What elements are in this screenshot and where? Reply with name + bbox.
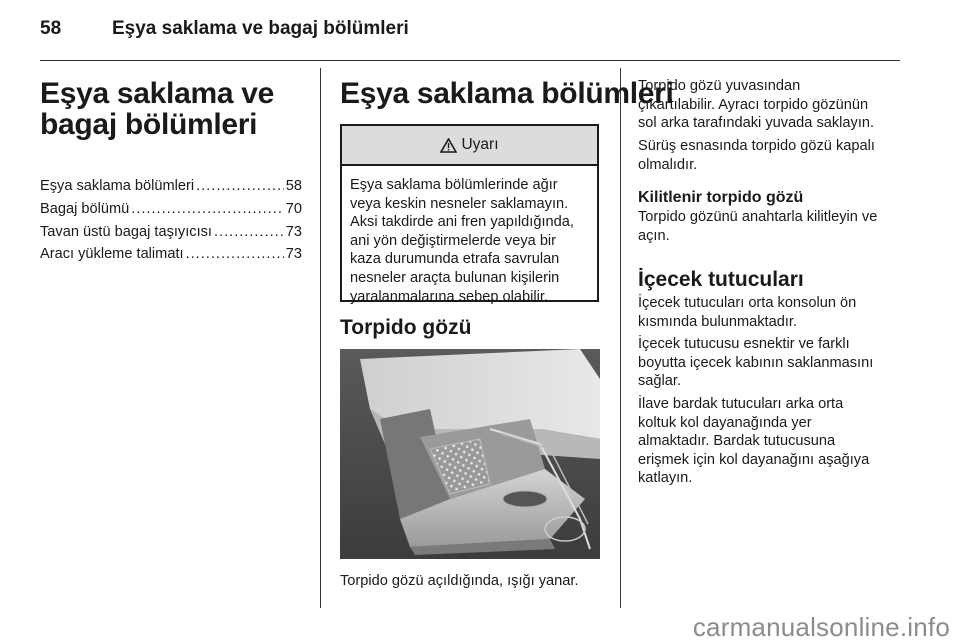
- toc-entry[interactable]: [40, 246, 302, 269]
- text-line: koltuk kol dayanağında yer: [638, 414, 812, 431]
- chapter-header-title: Eşya saklama ve bagaj bölümleri: [112, 18, 409, 39]
- text-line: katlayın.: [638, 470, 693, 487]
- warning-header: [342, 126, 597, 166]
- text-line: olmalıdır.: [638, 156, 698, 173]
- toc-leader-dots: [131, 201, 284, 217]
- warning-box: [340, 124, 599, 305]
- photo-caption: Torpido gözü açıldığında, ışığı yanar.: [340, 573, 579, 589]
- page-number: 58: [40, 18, 62, 39]
- glovebox-removal-text: [638, 77, 900, 133]
- toc-entry-page: 73: [285, 246, 302, 263]
- watermark: carmanualsonline.info: [692, 612, 950, 642]
- text-line: sol arka tarafındaki yuvada saklayın.: [638, 115, 875, 132]
- glovebox-illustration: [340, 349, 600, 559]
- warning-line: Aksi takdirde ani fren yapıldığında,: [350, 214, 574, 231]
- text-line: İçecek tutucuları orta konsolun ön: [638, 295, 857, 311]
- text-line: erişmek için kol dayanağını aşağıya: [638, 451, 870, 468]
- header-rule: [40, 60, 900, 61]
- warning-line: Eşya saklama bölümlerinde ağır: [350, 177, 558, 193]
- driving-closed-text: [638, 137, 900, 174]
- section-title: Eşya saklama bölümleri: [340, 77, 674, 110]
- warning-heading: Uyarı: [461, 136, 499, 153]
- toc-entry-label: Aracı yükleme talimatı: [40, 246, 184, 263]
- text-line: boyutta içecek kabının saklanmasını: [638, 354, 874, 371]
- toc-entry[interactable]: [40, 201, 302, 224]
- glovebox-heading: Torpido gözü: [340, 316, 472, 339]
- warning-triangle-icon: [440, 138, 457, 153]
- warning-text: [342, 166, 597, 306]
- column-divider-1: [320, 68, 321, 608]
- cupholders-heading: İçecek tutucuları: [638, 268, 804, 291]
- cupholders-location-text: [638, 294, 900, 331]
- text-line: kısmında bulunmaktadır.: [638, 313, 797, 330]
- glovebox-photo: [340, 349, 600, 559]
- text-line: Torpido gözü yuvasından: [638, 78, 801, 94]
- toc-leader-dots: [186, 246, 284, 262]
- text-line: İçecek tutucusu esnektir ve farklı: [638, 336, 850, 352]
- toc-entry-page: 73: [285, 223, 302, 240]
- chapter-title-line-2: bagaj bölümleri: [40, 108, 258, 141]
- toc-entry-page: 58: [285, 178, 302, 194]
- warning-line: veya keskin nesneler saklamayın.: [350, 195, 569, 212]
- rear-cupholders-text: [638, 395, 900, 488]
- column-divider-2: [620, 68, 621, 608]
- toc-entry-label: Bagaj bölümü: [40, 200, 130, 217]
- lockable-glovebox-text: [638, 208, 900, 245]
- text-line: çıkartılabilir. Ayracı torpido gözünün: [638, 96, 869, 113]
- text-line: Torpido gözünü anahtarla kilitleyin ve: [638, 209, 878, 225]
- text-line: almaktadır. Bardak tutucusuna: [638, 433, 836, 450]
- toc-leader-dots: [196, 178, 284, 194]
- toc-entry[interactable]: [40, 224, 302, 247]
- lockable-glovebox-heading: Kilitlenir torpido gözü: [638, 189, 804, 206]
- warning-line: ani yön değiştirmelerde veya bir: [350, 232, 557, 249]
- cupholders-flexible-text: [638, 335, 900, 391]
- table-of-contents: [40, 178, 302, 269]
- toc-entry-page: 70: [285, 200, 302, 217]
- toc-entry[interactable]: [40, 178, 302, 201]
- chapter-title-line-1: Eşya saklama ve: [40, 77, 275, 110]
- text-line: açın.: [638, 227, 670, 244]
- text-line: sağlar.: [638, 373, 681, 390]
- warning-line: kaza durumunda etrafa savrulan: [350, 251, 560, 268]
- text-line: İlave bardak tutucuları arka orta: [638, 396, 844, 412]
- warning-line: yaralanmalarına sebep olabilir.: [350, 288, 548, 305]
- warning-line: nesneler araçta bulunan kişilerin: [350, 269, 560, 286]
- chapter-title: [40, 78, 274, 140]
- toc-entry-label: Tavan üstü bagaj taşıyıcısı: [40, 223, 212, 240]
- text-line: Sürüş esnasında torpido gözü kapalı: [638, 138, 875, 154]
- toc-leader-dots: [214, 224, 284, 240]
- toc-entry-label: Eşya saklama bölümleri: [40, 178, 195, 194]
